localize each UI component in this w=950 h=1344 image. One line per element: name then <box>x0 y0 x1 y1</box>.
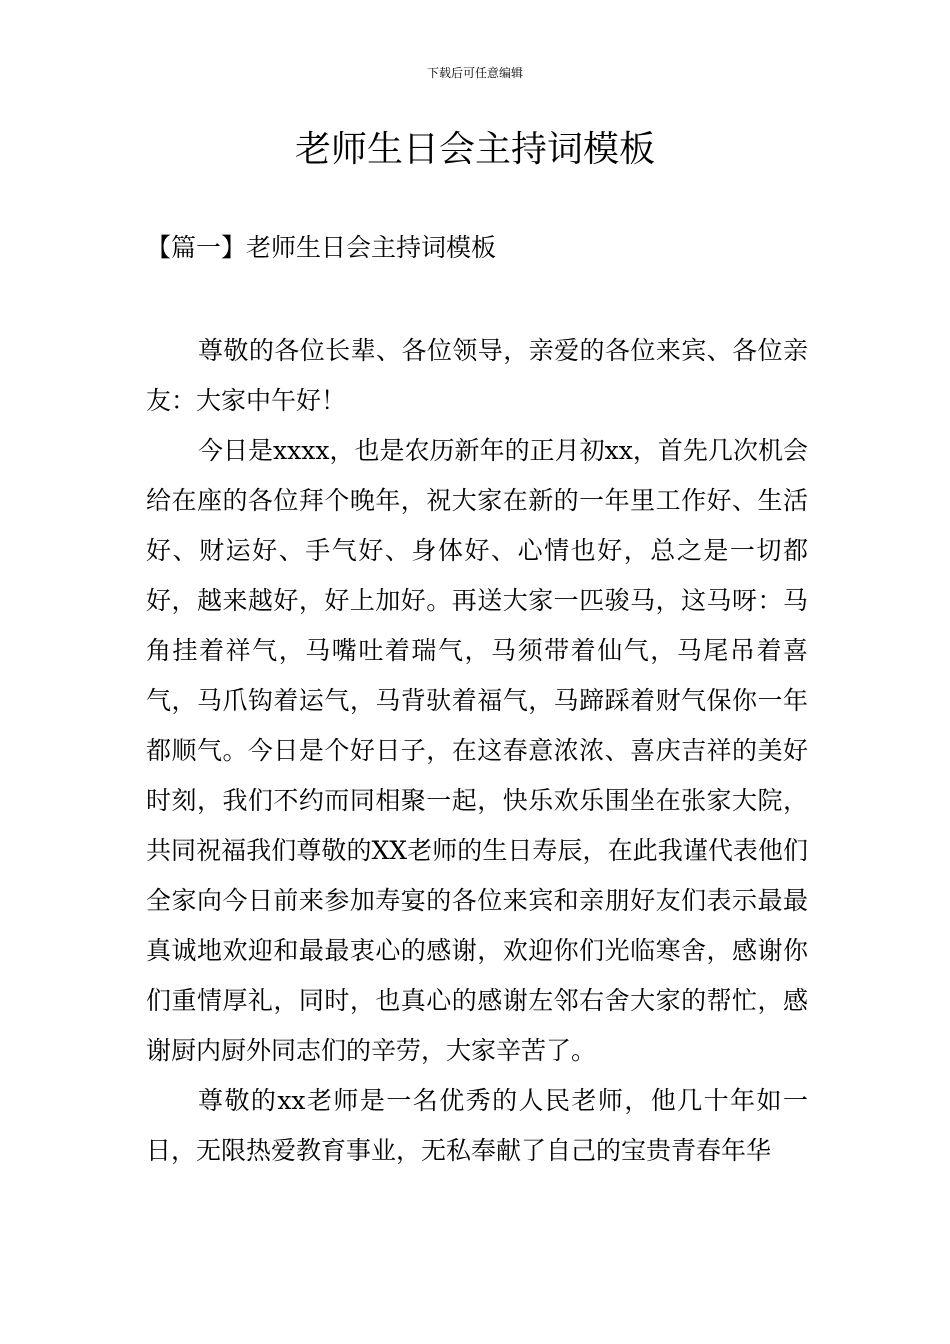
paragraph-greeting: 尊敬的各位长辈、各位领导，亲爱的各位来宾、各位亲友：大家中午好！ <box>146 336 808 415</box>
document-body <box>146 326 808 1176</box>
document-title: 老师生日会主持词模板 <box>294 129 655 170</box>
header-note: 下载后可任意编辑 <box>426 66 523 80</box>
paragraph-teacher: 尊敬的xx老师是一名优秀的人民老师，他几十年如一日，无限热爱教育事业，无私奉献了自己的宝贵青春年华 <box>146 1086 808 1165</box>
section-heading: 【篇一】老师生日会主持词模板 <box>146 233 497 262</box>
paragraph-main: 今日是xxxx，也是农历新年的正月初xx，首先几次机会给在座的各位拜个晚年，祝大家在新的一年里工作好、生活好、财运好、手气好、身体好、心情也好，总之是一切都好，越来越好，好上加好。再送大家一匹骏马，这马呀：马角挂着祥气，马嘴吐着瑞气，马须带着仙气，马尾吊着喜气，马爪钩着运气，马背驮着福气，马蹄踩着财气保你一年都顺气。今日是个好日子，在这春意浓浓、喜庆吉祥的美好时刻，我们不约而同相聚一起，快乐欢乐围坐在张家大院，共同祝福我们尊敬的XX老师的生日寿辰，在此我谨代表他们全家向今日前来参加寿宴的各位来宾和亲朋好友们表示最最真诚地欢迎和最最衷心的感谢，欢迎你们光临寒舍，感谢你们重情厚礼，同时，也真心的感谢左邻右舍大家的帮忙，感谢厨内厨外同志们的辛劳，大家辛苦了。 <box>146 436 808 1065</box>
